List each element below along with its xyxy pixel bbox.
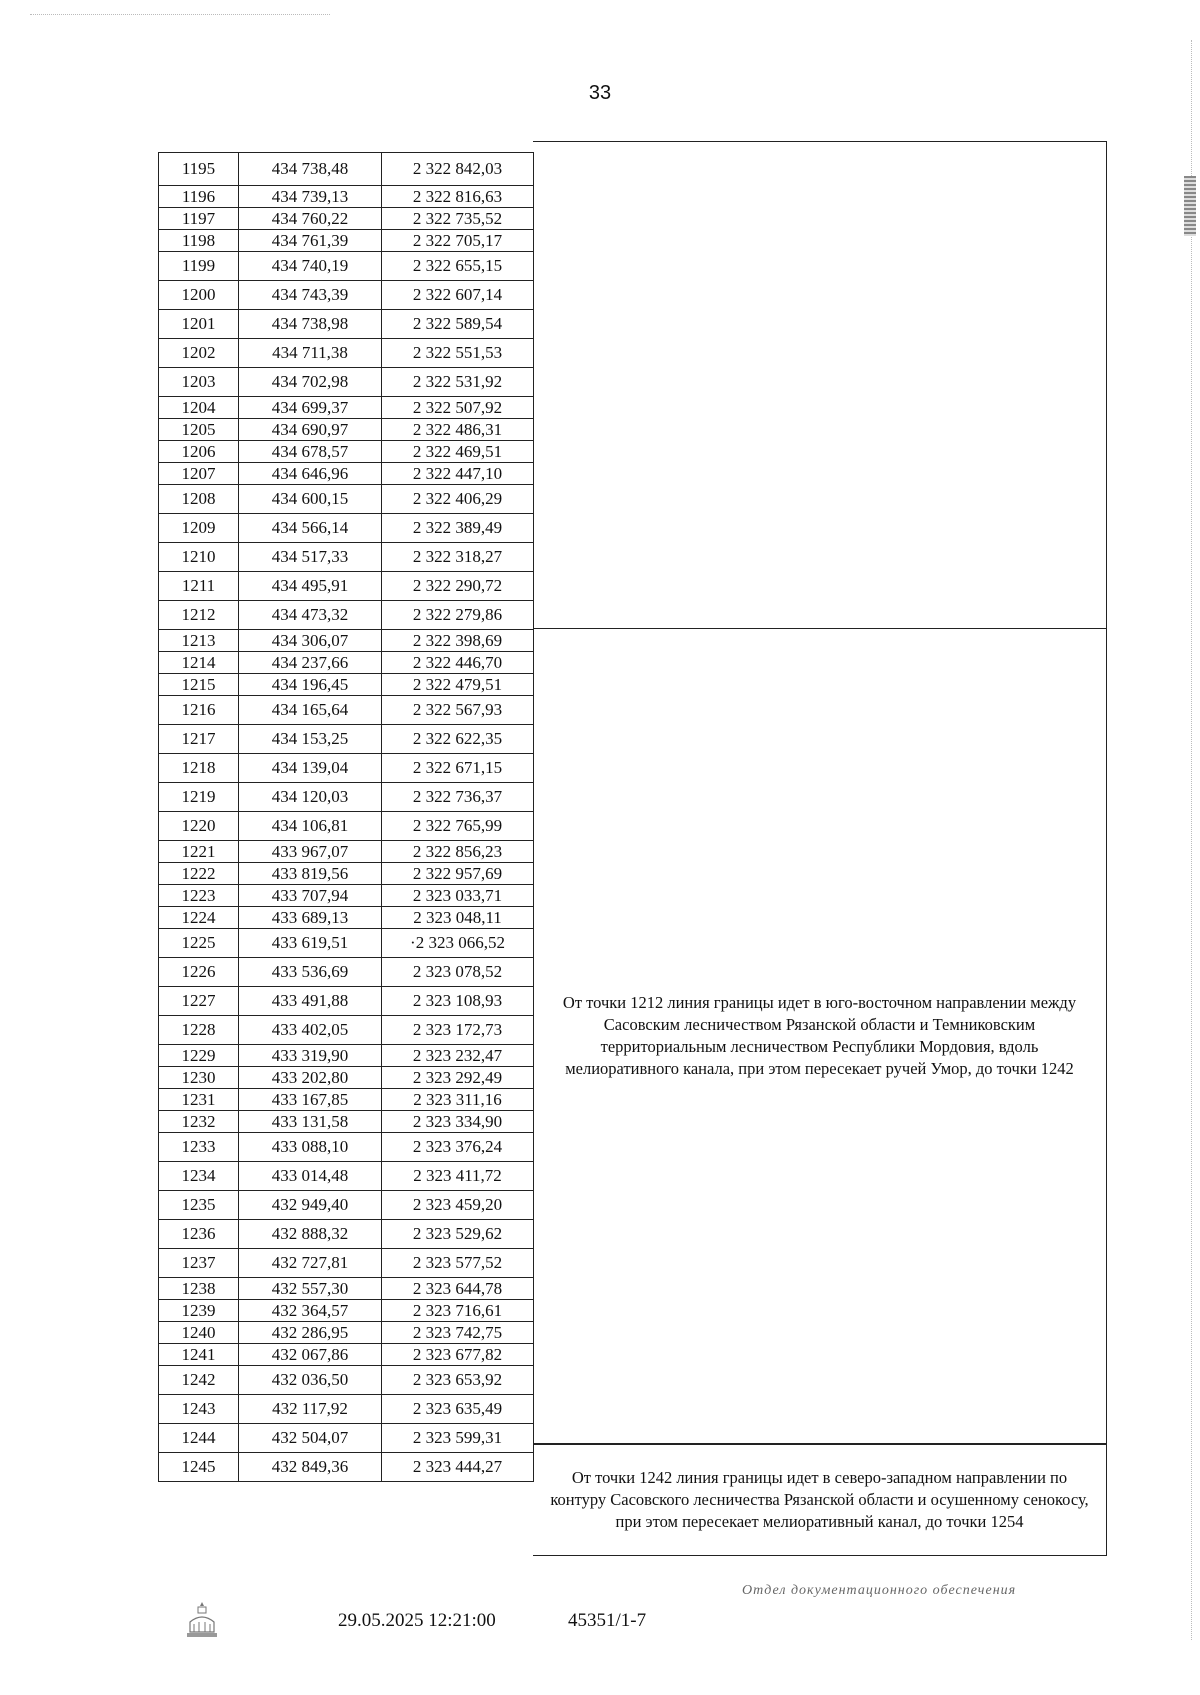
x-coordinate-cell: 434 690,97 xyxy=(239,419,382,441)
point-number-cell: 1219 xyxy=(159,783,239,812)
table-row xyxy=(159,186,534,208)
table-row xyxy=(159,1395,534,1424)
table-row xyxy=(159,812,534,841)
table-row xyxy=(159,987,534,1016)
y-coordinate-cell: 2 322 765,99 xyxy=(382,812,534,841)
y-coordinate-cell: 2 322 279,86 xyxy=(382,601,534,630)
x-coordinate-cell: 434 566,14 xyxy=(239,514,382,543)
y-coordinate-cell: 2 322 671,15 xyxy=(382,754,534,783)
x-coordinate-cell: 434 139,04 xyxy=(239,754,382,783)
point-number-cell: 1241 xyxy=(159,1344,239,1366)
point-number-cell: 1227 xyxy=(159,987,239,1016)
point-number-cell: 1229 xyxy=(159,1045,239,1067)
table-row xyxy=(159,153,534,186)
table-row xyxy=(159,652,534,674)
description-text-2: От точки 1212 линия границы идет в юго-восточном направлении между Сасовским лесничеством Рязанской области и Темниковским территориальным лесничеством Республики Мордовия, вдоль мелиоративного канала, при этом пересекает ручей Умор, до точки 1242 xyxy=(562,992,1077,1078)
point-number-cell: 1234 xyxy=(159,1162,239,1191)
point-number-cell: 1233 xyxy=(159,1133,239,1162)
y-coordinate-cell: 2 323 411,72 xyxy=(382,1162,534,1191)
point-number-cell: 1208 xyxy=(159,485,239,514)
point-number-cell: 1242 xyxy=(159,1366,239,1395)
table-row xyxy=(159,543,534,572)
point-number-cell: 1221 xyxy=(159,841,239,863)
table-row xyxy=(159,1278,534,1300)
emblem-icon xyxy=(185,1600,219,1640)
point-number-cell: 1239 xyxy=(159,1300,239,1322)
table-row xyxy=(159,725,534,754)
y-coordinate-cell: 2 323 172,73 xyxy=(382,1016,534,1045)
x-coordinate-cell: 434 306,07 xyxy=(239,630,382,652)
scan-artifact-top xyxy=(30,14,330,15)
y-coordinate-cell: 2 322 479,51 xyxy=(382,674,534,696)
point-number-cell: 1220 xyxy=(159,812,239,841)
x-coordinate-cell: 432 067,86 xyxy=(239,1344,382,1366)
table-row xyxy=(159,572,534,601)
x-coordinate-cell: 432 849,36 xyxy=(239,1453,382,1482)
y-coordinate-cell: 2 322 290,72 xyxy=(382,572,534,601)
table-row xyxy=(159,1045,534,1067)
table-row xyxy=(159,1089,534,1111)
point-number-cell: 1237 xyxy=(159,1249,239,1278)
x-coordinate-cell: 434 738,48 xyxy=(239,153,382,186)
x-coordinate-cell: 434 165,64 xyxy=(239,696,382,725)
y-coordinate-cell: 2 323 644,78 xyxy=(382,1278,534,1300)
x-coordinate-cell: 434 743,39 xyxy=(239,281,382,310)
page-number: 33 xyxy=(588,82,612,104)
table-row xyxy=(159,208,534,230)
y-coordinate-cell: 2 322 856,23 xyxy=(382,841,534,863)
table-row xyxy=(159,630,534,652)
point-number-cell: 1195 xyxy=(159,153,239,186)
table-row xyxy=(159,1162,534,1191)
table-row xyxy=(159,441,534,463)
x-coordinate-cell: 433 088,10 xyxy=(239,1133,382,1162)
x-coordinate-cell: 432 557,30 xyxy=(239,1278,382,1300)
table-row xyxy=(159,1133,534,1162)
x-coordinate-cell: 434 120,03 xyxy=(239,783,382,812)
point-number-cell: 1209 xyxy=(159,514,239,543)
y-coordinate-cell: 2 323 635,49 xyxy=(382,1395,534,1424)
x-coordinate-cell: 434 711,38 xyxy=(239,339,382,368)
x-coordinate-cell: 434 495,91 xyxy=(239,572,382,601)
y-coordinate-cell: 2 322 735,52 xyxy=(382,208,534,230)
point-number-cell: 1240 xyxy=(159,1322,239,1344)
y-coordinate-cell: 2 322 507,92 xyxy=(382,397,534,419)
y-coordinate-cell: 2 323 376,24 xyxy=(382,1133,534,1162)
x-coordinate-cell: 433 491,88 xyxy=(239,987,382,1016)
point-number-cell: 1211 xyxy=(159,572,239,601)
table-row xyxy=(159,929,534,958)
table-row xyxy=(159,281,534,310)
y-coordinate-cell: 2 322 318,27 xyxy=(382,543,534,572)
point-number-cell: 1203 xyxy=(159,368,239,397)
y-coordinate-cell: 2 323 653,92 xyxy=(382,1366,534,1395)
point-number-cell: 1224 xyxy=(159,907,239,929)
footer-document-id: 45351/1-7 xyxy=(568,1610,647,1631)
x-coordinate-cell: 433 014,48 xyxy=(239,1162,382,1191)
table-row xyxy=(159,230,534,252)
y-coordinate-cell: 2 322 655,15 xyxy=(382,252,534,281)
point-number-cell: 1226 xyxy=(159,958,239,987)
x-coordinate-cell: 432 286,95 xyxy=(239,1322,382,1344)
table-row xyxy=(159,514,534,543)
point-number-cell: 1205 xyxy=(159,419,239,441)
point-number-cell: 1223 xyxy=(159,885,239,907)
y-coordinate-cell: 2 323 599,31 xyxy=(382,1424,534,1453)
point-number-cell: 1206 xyxy=(159,441,239,463)
point-number-cell: 1243 xyxy=(159,1395,239,1424)
table-row xyxy=(159,958,534,987)
description-cell-3 xyxy=(533,1443,1107,1556)
x-coordinate-cell: 432 727,81 xyxy=(239,1249,382,1278)
point-number-cell: 1217 xyxy=(159,725,239,754)
table-row xyxy=(159,463,534,485)
y-coordinate-cell: 2 322 531,92 xyxy=(382,368,534,397)
x-coordinate-cell: 434 473,32 xyxy=(239,601,382,630)
y-coordinate-cell: 2 323 334,90 xyxy=(382,1111,534,1133)
y-coordinate-cell: 2 322 447,10 xyxy=(382,463,534,485)
x-coordinate-cell: 433 689,13 xyxy=(239,907,382,929)
point-number-cell: 1238 xyxy=(159,1278,239,1300)
point-number-cell: 1235 xyxy=(159,1191,239,1220)
table-row xyxy=(159,252,534,281)
footer-department-stamp: Отдел документационного обеспечения xyxy=(742,1583,1017,1598)
table-row xyxy=(159,397,534,419)
point-number-cell: 1213 xyxy=(159,630,239,652)
point-number-cell: 1232 xyxy=(159,1111,239,1133)
x-coordinate-cell: 433 131,58 xyxy=(239,1111,382,1133)
table-row xyxy=(159,1424,534,1453)
point-number-cell: 1207 xyxy=(159,463,239,485)
y-coordinate-cell: 2 322 816,63 xyxy=(382,186,534,208)
footer-date: 29.05.2025 12:21:00 xyxy=(338,1610,496,1631)
point-number-cell: 1218 xyxy=(159,754,239,783)
x-coordinate-cell: 432 364,57 xyxy=(239,1300,382,1322)
point-number-cell: 1196 xyxy=(159,186,239,208)
table-row xyxy=(159,485,534,514)
point-number-cell: 1204 xyxy=(159,397,239,419)
y-coordinate-cell: 2 322 406,29 xyxy=(382,485,534,514)
table-row xyxy=(159,1111,534,1133)
table-row xyxy=(159,1344,534,1366)
x-coordinate-cell: 432 504,07 xyxy=(239,1424,382,1453)
description-text-3: От точки 1242 линия границы идет в северо-западном направлении по контуру Сасовского лесничества Рязанской области и осушенному сенокосу, при этом пересекает мелиоративный канал, до точки 1254 xyxy=(550,1467,1089,1531)
y-coordinate-cell: ·2 323 066,52 xyxy=(382,929,534,958)
y-coordinate-cell: 2 322 957,69 xyxy=(382,863,534,885)
table-row xyxy=(159,1220,534,1249)
table-row xyxy=(159,885,534,907)
y-coordinate-cell: 2 322 398,69 xyxy=(382,630,534,652)
x-coordinate-cell: 432 949,40 xyxy=(239,1191,382,1220)
point-number-cell: 1197 xyxy=(159,208,239,230)
y-coordinate-cell: 2 323 232,47 xyxy=(382,1045,534,1067)
point-number-cell: 1202 xyxy=(159,339,239,368)
x-coordinate-cell: 434 761,39 xyxy=(239,230,382,252)
scan-mark-artifact xyxy=(1184,176,1196,236)
y-coordinate-cell: 2 322 486,31 xyxy=(382,419,534,441)
y-coordinate-cell: 2 323 108,93 xyxy=(382,987,534,1016)
y-coordinate-cell: 2 322 842,03 xyxy=(382,153,534,186)
x-coordinate-cell: 433 536,69 xyxy=(239,958,382,987)
table-row xyxy=(159,1016,534,1045)
x-coordinate-cell: 434 646,96 xyxy=(239,463,382,485)
point-number-cell: 1214 xyxy=(159,652,239,674)
point-number-cell: 1245 xyxy=(159,1453,239,1482)
y-coordinate-cell: 2 323 292,49 xyxy=(382,1067,534,1089)
x-coordinate-cell: 434 760,22 xyxy=(239,208,382,230)
x-coordinate-cell: 434 517,33 xyxy=(239,543,382,572)
point-number-cell: 1201 xyxy=(159,310,239,339)
x-coordinate-cell: 434 153,25 xyxy=(239,725,382,754)
table-row xyxy=(159,1191,534,1220)
table-row xyxy=(159,419,534,441)
x-coordinate-cell: 433 819,56 xyxy=(239,863,382,885)
y-coordinate-cell: 2 322 469,51 xyxy=(382,441,534,463)
point-number-cell: 1215 xyxy=(159,674,239,696)
y-coordinate-cell: 2 323 677,82 xyxy=(382,1344,534,1366)
point-number-cell: 1225 xyxy=(159,929,239,958)
y-coordinate-cell: 2 323 444,27 xyxy=(382,1453,534,1482)
point-number-cell: 1231 xyxy=(159,1089,239,1111)
table-row xyxy=(159,1067,534,1089)
y-coordinate-cell: 2 323 033,71 xyxy=(382,885,534,907)
table-row xyxy=(159,674,534,696)
point-number-cell: 1216 xyxy=(159,696,239,725)
point-number-cell: 1199 xyxy=(159,252,239,281)
y-coordinate-cell: 2 323 311,16 xyxy=(382,1089,534,1111)
x-coordinate-cell: 432 036,50 xyxy=(239,1366,382,1395)
table-row xyxy=(159,1300,534,1322)
y-coordinate-cell: 2 322 736,37 xyxy=(382,783,534,812)
table-row xyxy=(159,1366,534,1395)
y-coordinate-cell: 2 323 742,75 xyxy=(382,1322,534,1344)
x-coordinate-cell: 434 740,19 xyxy=(239,252,382,281)
x-coordinate-cell: 434 739,13 xyxy=(239,186,382,208)
point-number-cell: 1236 xyxy=(159,1220,239,1249)
x-coordinate-cell: 434 678,57 xyxy=(239,441,382,463)
table-row xyxy=(159,1322,534,1344)
y-coordinate-cell: 2 323 459,20 xyxy=(382,1191,534,1220)
y-coordinate-cell: 2 322 622,35 xyxy=(382,725,534,754)
x-coordinate-cell: 434 106,81 xyxy=(239,812,382,841)
point-number-cell: 1210 xyxy=(159,543,239,572)
y-coordinate-cell: 2 322 567,93 xyxy=(382,696,534,725)
x-coordinate-cell: 433 319,90 xyxy=(239,1045,382,1067)
x-coordinate-cell: 433 402,05 xyxy=(239,1016,382,1045)
x-coordinate-cell: 434 196,45 xyxy=(239,674,382,696)
point-number-cell: 1198 xyxy=(159,230,239,252)
x-coordinate-cell: 433 619,51 xyxy=(239,929,382,958)
table-row xyxy=(159,601,534,630)
x-coordinate-cell: 433 202,80 xyxy=(239,1067,382,1089)
table-row xyxy=(159,696,534,725)
x-coordinate-cell: 433 167,85 xyxy=(239,1089,382,1111)
point-number-cell: 1222 xyxy=(159,863,239,885)
coordinates-table xyxy=(158,152,534,1482)
table-row xyxy=(159,907,534,929)
table-row xyxy=(159,339,534,368)
table-row xyxy=(159,310,534,339)
description-cell-1 xyxy=(533,141,1107,629)
point-number-cell: 1228 xyxy=(159,1016,239,1045)
y-coordinate-cell: 2 322 589,54 xyxy=(382,310,534,339)
table-row xyxy=(159,754,534,783)
table-row xyxy=(159,783,534,812)
point-number-cell: 1212 xyxy=(159,601,239,630)
x-coordinate-cell: 432 117,92 xyxy=(239,1395,382,1424)
point-number-cell: 1230 xyxy=(159,1067,239,1089)
x-coordinate-cell: 434 738,98 xyxy=(239,310,382,339)
x-coordinate-cell: 434 699,37 xyxy=(239,397,382,419)
y-coordinate-cell: 2 323 577,52 xyxy=(382,1249,534,1278)
y-coordinate-cell: 2 322 705,17 xyxy=(382,230,534,252)
y-coordinate-cell: 2 322 389,49 xyxy=(382,514,534,543)
y-coordinate-cell: 2 322 551,53 xyxy=(382,339,534,368)
y-coordinate-cell: 2 323 716,61 xyxy=(382,1300,534,1322)
table-row xyxy=(159,368,534,397)
point-number-cell: 1244 xyxy=(159,1424,239,1453)
point-number-cell: 1200 xyxy=(159,281,239,310)
x-coordinate-cell: 434 702,98 xyxy=(239,368,382,397)
x-coordinate-cell: 432 888,32 xyxy=(239,1220,382,1249)
x-coordinate-cell: 434 237,66 xyxy=(239,652,382,674)
y-coordinate-cell: 2 323 078,52 xyxy=(382,958,534,987)
scan-edge-artifact xyxy=(1189,40,1192,1640)
y-coordinate-cell: 2 323 048,11 xyxy=(382,907,534,929)
y-coordinate-cell: 2 322 446,70 xyxy=(382,652,534,674)
y-coordinate-cell: 2 323 529,62 xyxy=(382,1220,534,1249)
description-cell-2 xyxy=(533,627,1107,1445)
table-row xyxy=(159,1453,534,1482)
x-coordinate-cell: 433 967,07 xyxy=(239,841,382,863)
x-coordinate-cell: 434 600,15 xyxy=(239,485,382,514)
x-coordinate-cell: 433 707,94 xyxy=(239,885,382,907)
y-coordinate-cell: 2 322 607,14 xyxy=(382,281,534,310)
table-row xyxy=(159,841,534,863)
table-row xyxy=(159,1249,534,1278)
table-row xyxy=(159,863,534,885)
